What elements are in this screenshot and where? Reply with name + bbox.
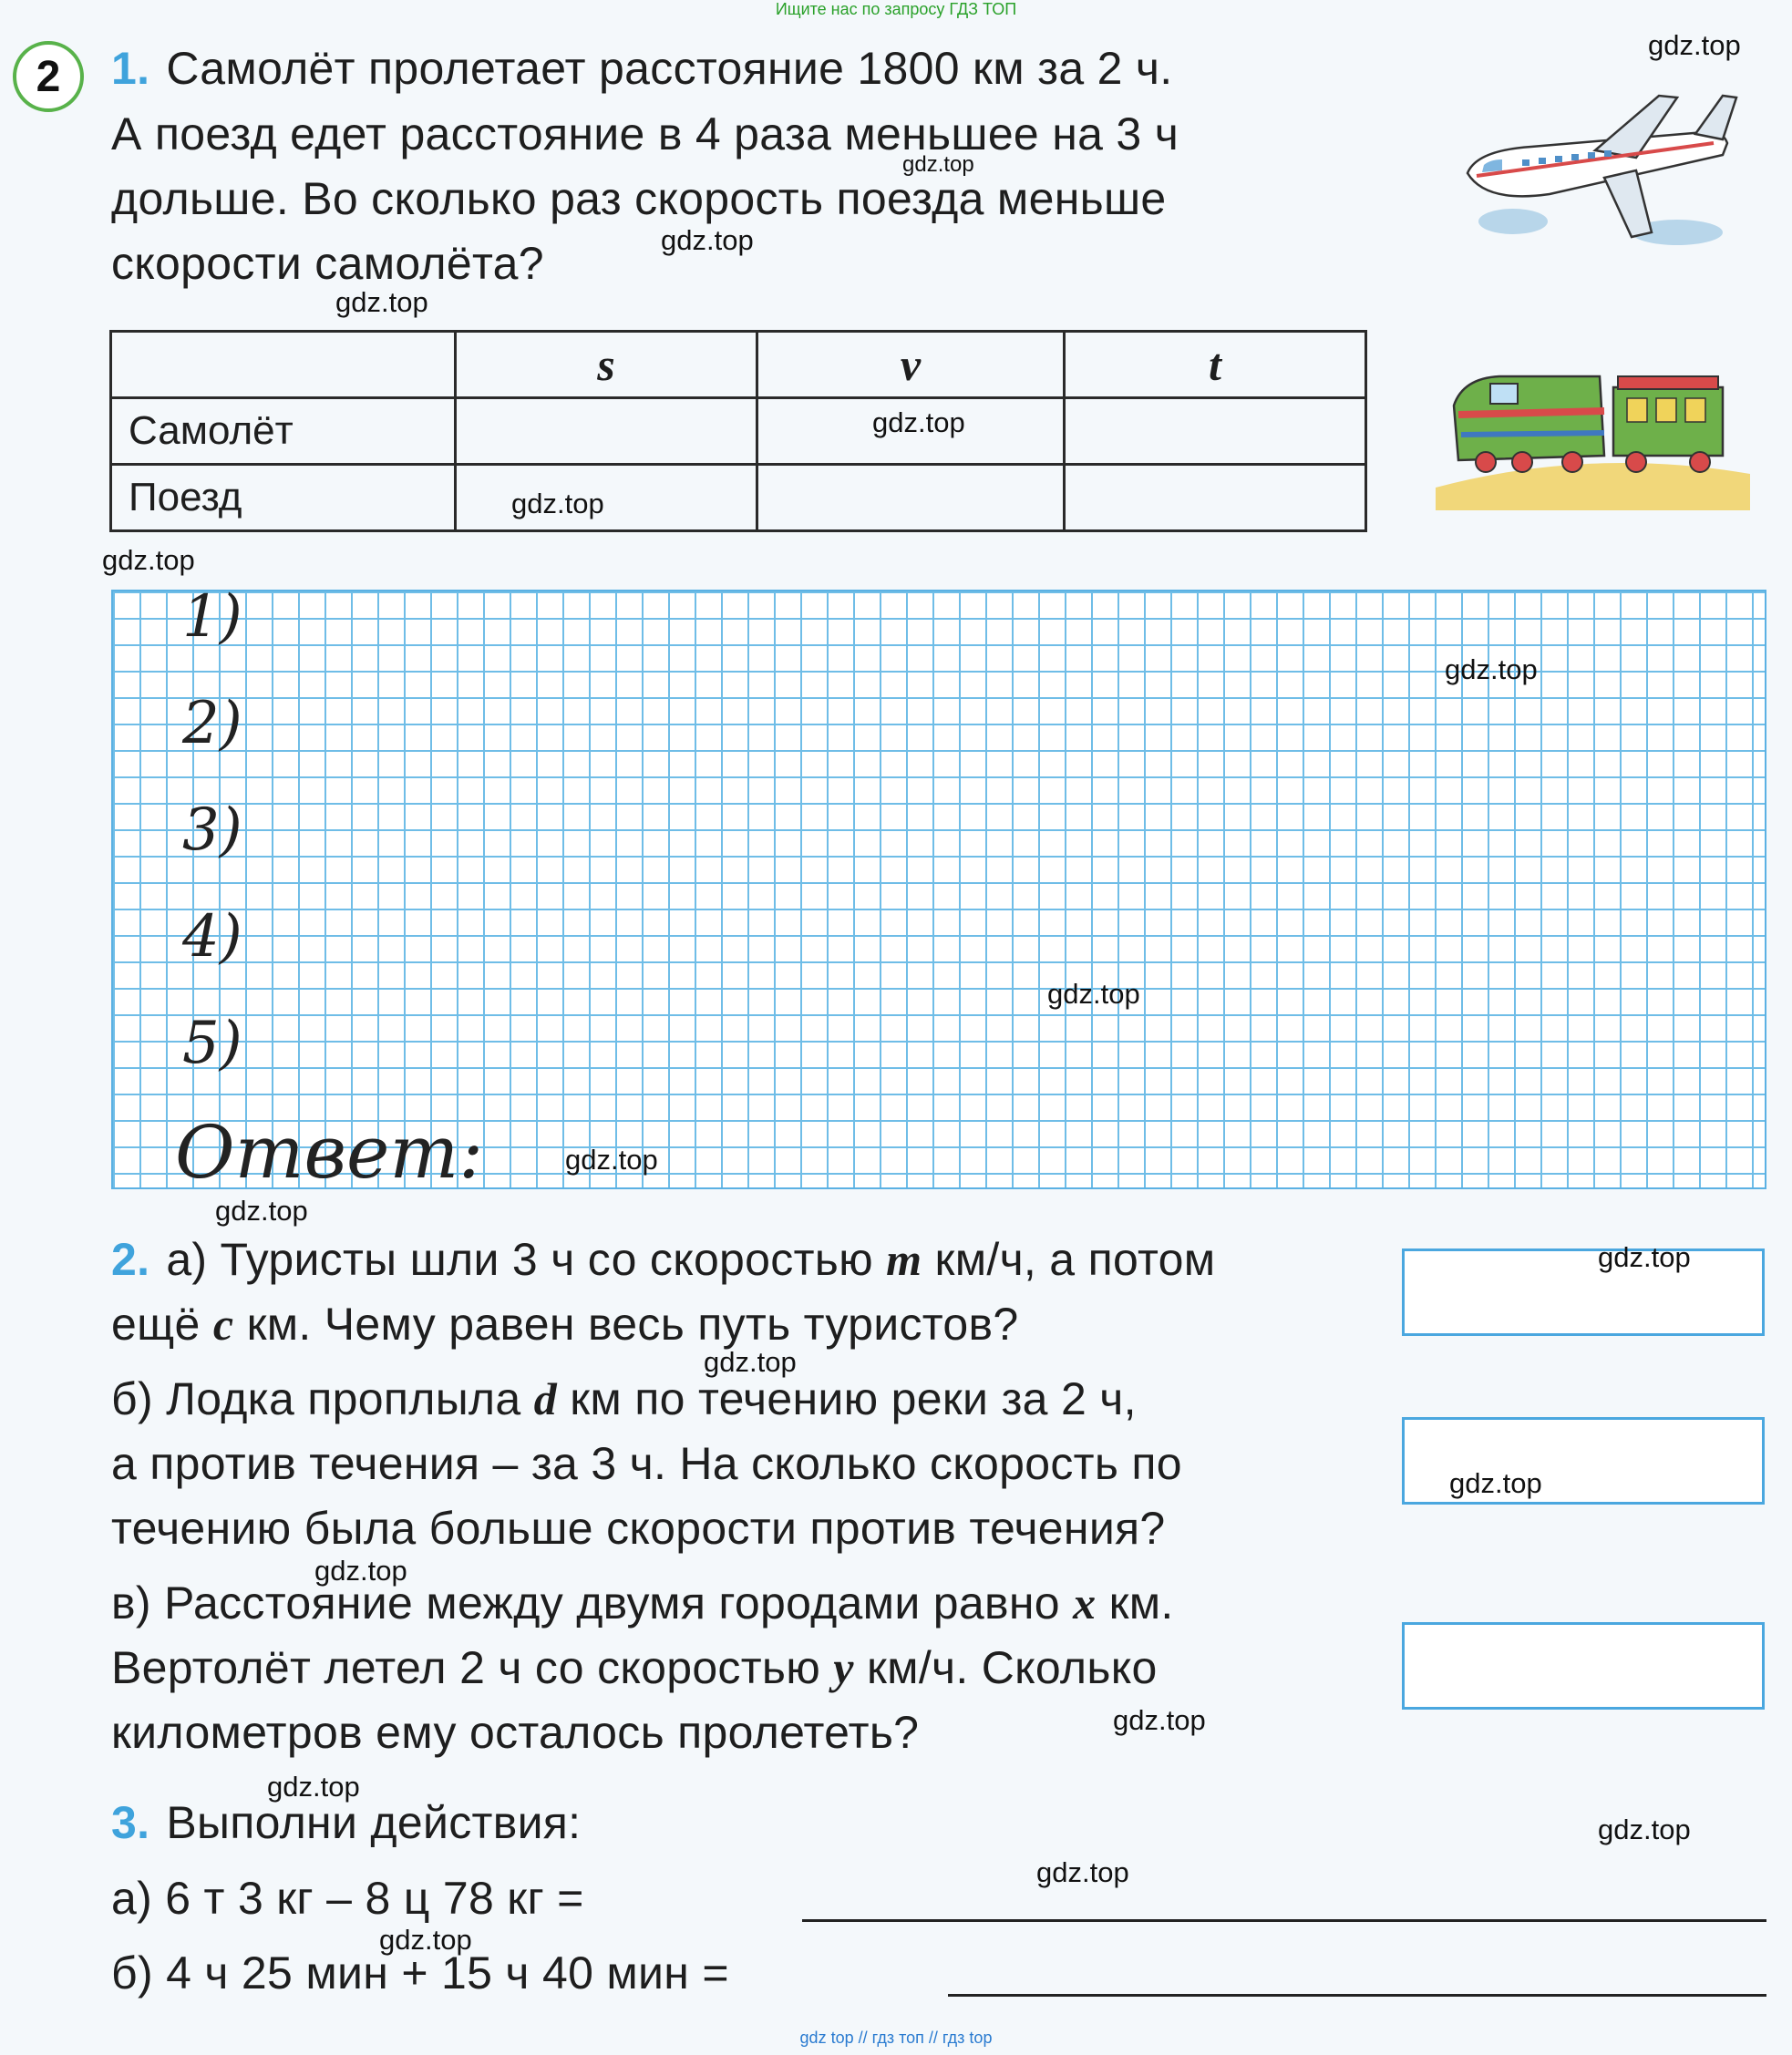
watermark: gdz.top (661, 224, 754, 256)
section-badge: 2 (13, 41, 84, 112)
answer-line-3b[interactable] (948, 1994, 1766, 1997)
watermark: gdz.top (335, 286, 428, 318)
task1-line-1: 1. Самолёт пролетает расстояние 1800 км за 2 ч. (111, 43, 1173, 94)
table-cell[interactable] (456, 398, 757, 465)
task2b-line-2: а против течения – за 3 ч. На сколько скорость по (111, 1438, 1182, 1489)
watermark: gdz.top (1445, 653, 1538, 685)
table-header-empty (111, 332, 456, 398)
task2c-line-3: километров ему осталось пролететь? (111, 1707, 920, 1758)
table-header-v: v (757, 332, 1065, 398)
watermark: gdz.top (511, 488, 604, 519)
task1-line-3: дольше. Во сколько раз скорость поезда меньше (111, 173, 1167, 224)
task2-number: 2. (111, 1234, 150, 1285)
table-header-row (111, 332, 1366, 398)
watermark: gdz.top (1113, 1704, 1206, 1736)
watermark: gdz.top (314, 1555, 407, 1587)
sv-table (109, 330, 1367, 532)
top-banner: Ищите нас по запросу ГДЗ ТОП (775, 0, 1017, 18)
step-label: 3) (182, 796, 242, 864)
watermark: gdz.top (1449, 1467, 1542, 1499)
watermark: gdz.top (1036, 1856, 1129, 1888)
task2b-line-1: б) Лодка проплыла d км по течению реки за 2 ч, (111, 1373, 1137, 1424)
answer-box-2a[interactable] (1402, 1248, 1765, 1336)
table-cell[interactable] (1065, 398, 1366, 465)
table-header-t: t (1065, 332, 1366, 398)
watermark: gdz.top (1598, 1241, 1691, 1273)
task2a-line-1: 2. а) Туристы шли 3 ч со скоростью m км/ч, а потом (111, 1234, 1216, 1285)
task3-b: б) 4 ч 25 мин + 15 ч 40 мин = (111, 1947, 729, 1998)
bottom-banner: gdz top // гдз топ // гдз top (799, 2029, 993, 2047)
task1-line-2: А поезд едет расстояние в 4 раза меньшее на 3 ч (111, 108, 1179, 159)
watermark: gdz.top (267, 1771, 360, 1803)
watermark: gdz.top (1598, 1814, 1691, 1845)
watermark: gdz.top (102, 544, 195, 576)
step-label: 1) (182, 583, 242, 651)
table-cell[interactable] (1065, 465, 1366, 531)
table-row (111, 465, 1366, 531)
watermark: gdz.top (872, 406, 965, 438)
task1-number: 1. (111, 43, 150, 94)
airplane-illustration (1449, 87, 1750, 260)
train-illustration (1436, 360, 1750, 510)
watermark: gdz.top (215, 1195, 308, 1227)
table-header-s: s (456, 332, 757, 398)
table-row-label: Самолёт (111, 398, 456, 465)
answer-box-2c[interactable] (1402, 1622, 1765, 1710)
task1-line-4: скорости самолёта? (111, 238, 544, 289)
answer-label: Ответ: (175, 1110, 484, 1195)
task2c-line-2: Вертолёт летел 2 ч со скоростью y км/ч. Сколько (111, 1642, 1158, 1693)
task2c-line-1: в) Расстояние между двумя городами равно x км. (111, 1577, 1174, 1629)
task3-title: 3. Выполни действия: (111, 1797, 582, 1848)
watermark: gdz.top (565, 1144, 658, 1176)
watermark: gdz.top (1047, 978, 1140, 1010)
task2b-line-3: течению была больше скорости против течения? (111, 1503, 1166, 1554)
table-cell[interactable] (456, 465, 757, 531)
step-label: 5) (182, 1010, 242, 1077)
answer-line-3a[interactable] (802, 1919, 1766, 1922)
step-label: 4) (182, 903, 242, 971)
watermark: gdz.top (704, 1346, 797, 1378)
watermark: gdz.top (379, 1924, 472, 1956)
step-label: 2) (182, 690, 242, 757)
task2a-line-2: ещё c км. Чему равен весь путь туристов? (111, 1299, 1019, 1350)
task3-a: а) 6 т 3 кг – 8 ц 78 кг = (111, 1873, 584, 1924)
task3-number: 3. (111, 1797, 150, 1848)
watermark: gdz.top (1648, 29, 1741, 61)
table-cell[interactable] (757, 465, 1065, 531)
table-row (111, 398, 1366, 465)
watermark: gdz.top (902, 152, 974, 177)
table-row-label: Поезд (111, 465, 456, 531)
